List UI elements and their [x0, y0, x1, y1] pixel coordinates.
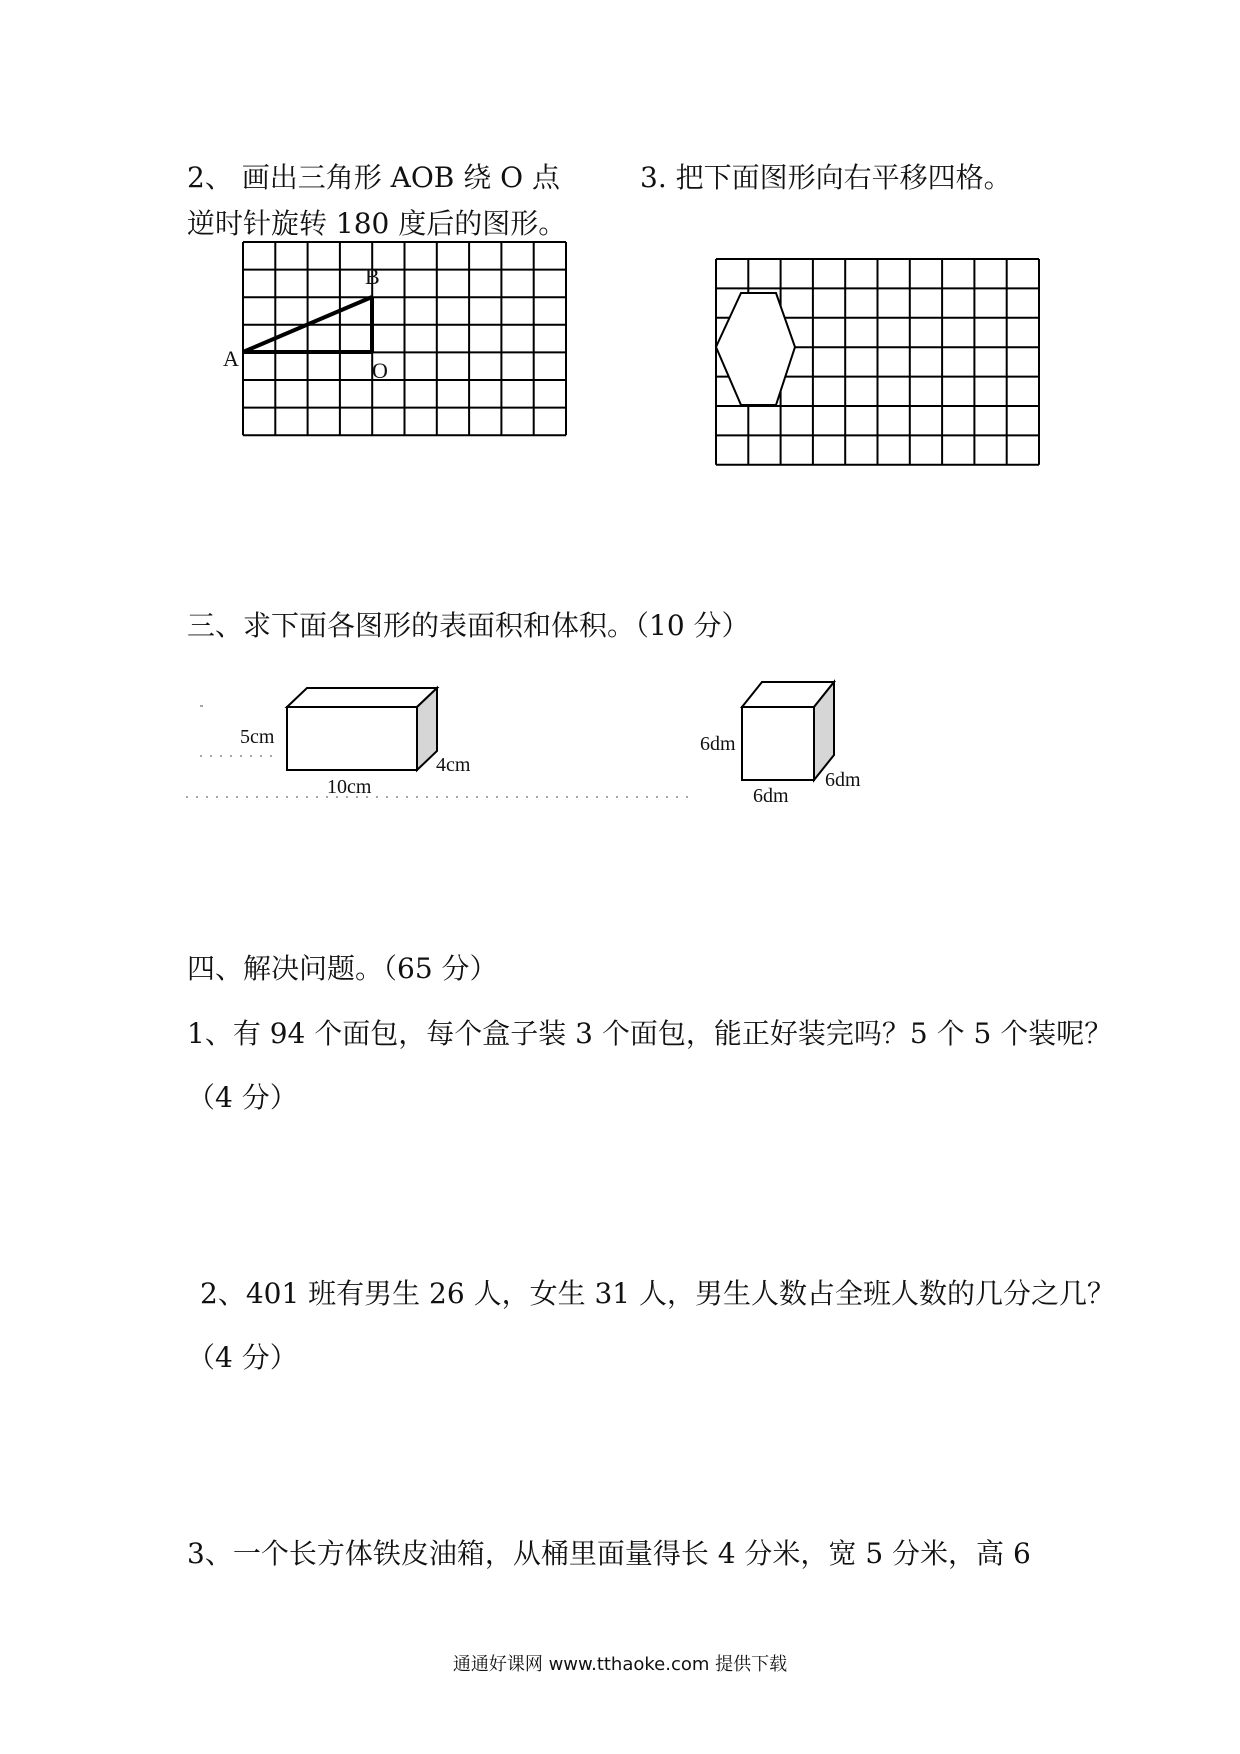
cuboid-front-face — [287, 707, 417, 770]
cube-front-face — [742, 707, 814, 780]
problem-2-line-2: （4 分） — [187, 1341, 298, 1374]
cuboid-length-label: 10cm — [327, 776, 372, 798]
label-o: O — [372, 358, 388, 383]
cube-length-label: 6dm — [753, 785, 789, 807]
cuboid-depth-label: 4cm — [436, 754, 471, 776]
cube-depth-label: 6dm — [825, 769, 861, 791]
section-4-heading: 四、解决问题。（65 分） — [187, 952, 498, 985]
page-footer: 通通好课网 www.tthaoke.com 提供下载 — [452, 1654, 788, 1675]
problem-1-line-2: （4 分） — [187, 1081, 298, 1114]
question-2-line-1: 2、 画出三角形 AOB 绕 O 点 — [187, 161, 561, 194]
question-2-line-2: 逆时针旋转 180 度后的图形。 — [187, 207, 567, 240]
problem-1-line-1: 1、有 94 个面包，每个盒子装 3 个面包，能正好装完吗？5 个 5 个装呢？ — [187, 1017, 1113, 1050]
question-3-text: 3. 把下面图形向右平移四格。 — [640, 161, 1012, 194]
cuboid-top-face — [287, 688, 437, 707]
problem-3-line-1: 3、一个长方体铁皮油箱，从桶里面量得长 4 分米，宽 5 分米，高 6 — [187, 1537, 1031, 1570]
cube-height-label: 6dm — [700, 733, 736, 755]
label-a: A — [223, 346, 239, 371]
section-3-heading: 三、求下面各图形的表面积和体积。（10 分） — [187, 609, 750, 642]
label-b: B — [365, 264, 380, 289]
cuboid-height-label: 5cm — [240, 726, 275, 748]
problem-2-line-1: 2、401 班有男生 26 人，女生 31 人，男生人数占全班人数的几分之几？ — [200, 1277, 1116, 1310]
